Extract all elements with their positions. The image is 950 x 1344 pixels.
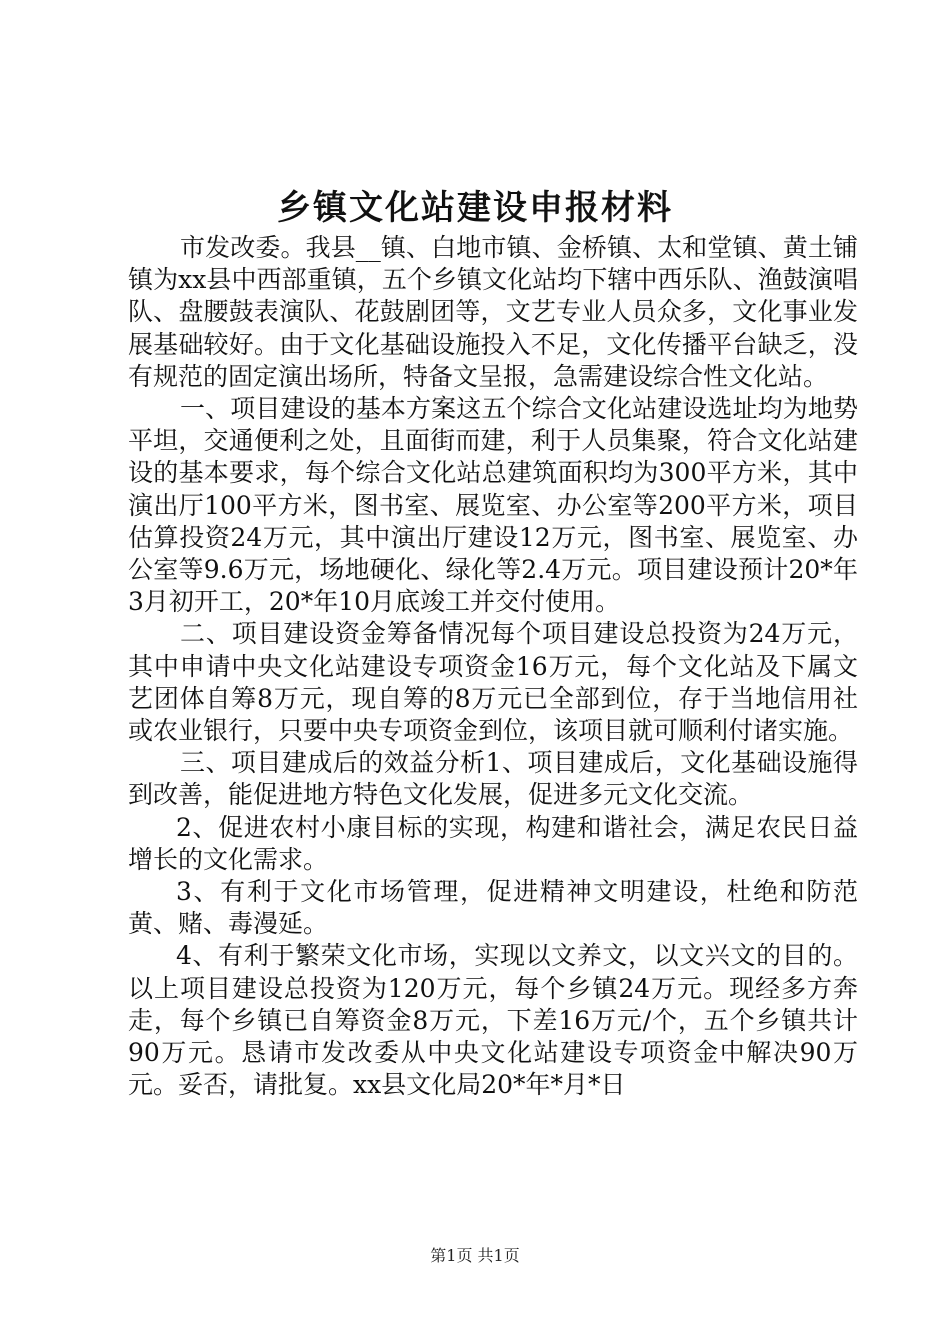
document-title: 乡镇文化站建设申报材料 [277,188,673,228]
page-footer: 第1页 共1页 [430,1246,520,1265]
document-body [128,232,858,1101]
paragraph-intro: 市发改委。我县__镇、白地市镇、金桥镇、太和堂镇、黄土铺镇为xx县中西部重镇，五个乡镇文化站均下辖中西乐队、渔鼓演唱队、盘腰鼓表演队、花鼓剧团等，文艺专业人员众多，文化事业发展基础较好。由于文化基础设施投入不足，文化传播平台缺乏，没有规范的固定演出场所，特备文呈报，急需建设综合性文化站。 [128,233,858,391]
paragraph-section-2: 二、项目建设资金筹备情况每个项目建设总投资为24万元，其中申请中央文化站建设专项资金16万元，每个文化站及下属文艺团体自筹8万元，现自筹的8万元已全部到位，存于当地信用社或农业银行，只要中央专项资金到位，该项目就可顺利付诸实施。 [128,619,858,746]
paragraph-section-1: 一、项目建设的基本方案这五个综合文化站建设选址均为地势平坦，交通便利之处，且面街而建，利于人员集聚，符合文化站建设的基本要求，每个综合文化站总建筑面积均为300平方米，其中演出厅100平方米，图书室、展览室、办公室等200平方米，项目估算投资24万元，其中演出厅建设12万元，图书室、展览室、办公室等9.6万元，场地硬化、绿化等2.4万元。项目建设预计20*年3月初开工，20*年10月底竣工并交付使用。 [128,394,858,617]
paragraph-section-3: 三、项目建成后的效益分析1、项目建成后，文化基础设施得到改善，能促进地方特色文化发展，促进多元文化交流。 [128,748,858,810]
paragraph-benefit-2: 2、促进农村小康目标的实现，构建和谐社会，满足农民日益增长的文化需求。 [128,812,858,874]
paragraph-benefit-4: 4、有利于繁荣文化市场，实现以文养文，以文兴文的目的。以上项目建设总投资为120万元，每个乡镇24万元。现经多方奔走，每个乡镇已自筹资金8万元，下差16万元/个，五个乡镇共计90万元。恳请市发改委从中央文化站建设专项资金中解决90万元。妥否，请批复。xx县文化局20*年*月*日 [128,941,858,1100]
paragraph-benefit-3: 3、有利于文化市场管理，促进精神文明建设，杜绝和防范黄、赌、毒漫延。 [128,877,858,939]
